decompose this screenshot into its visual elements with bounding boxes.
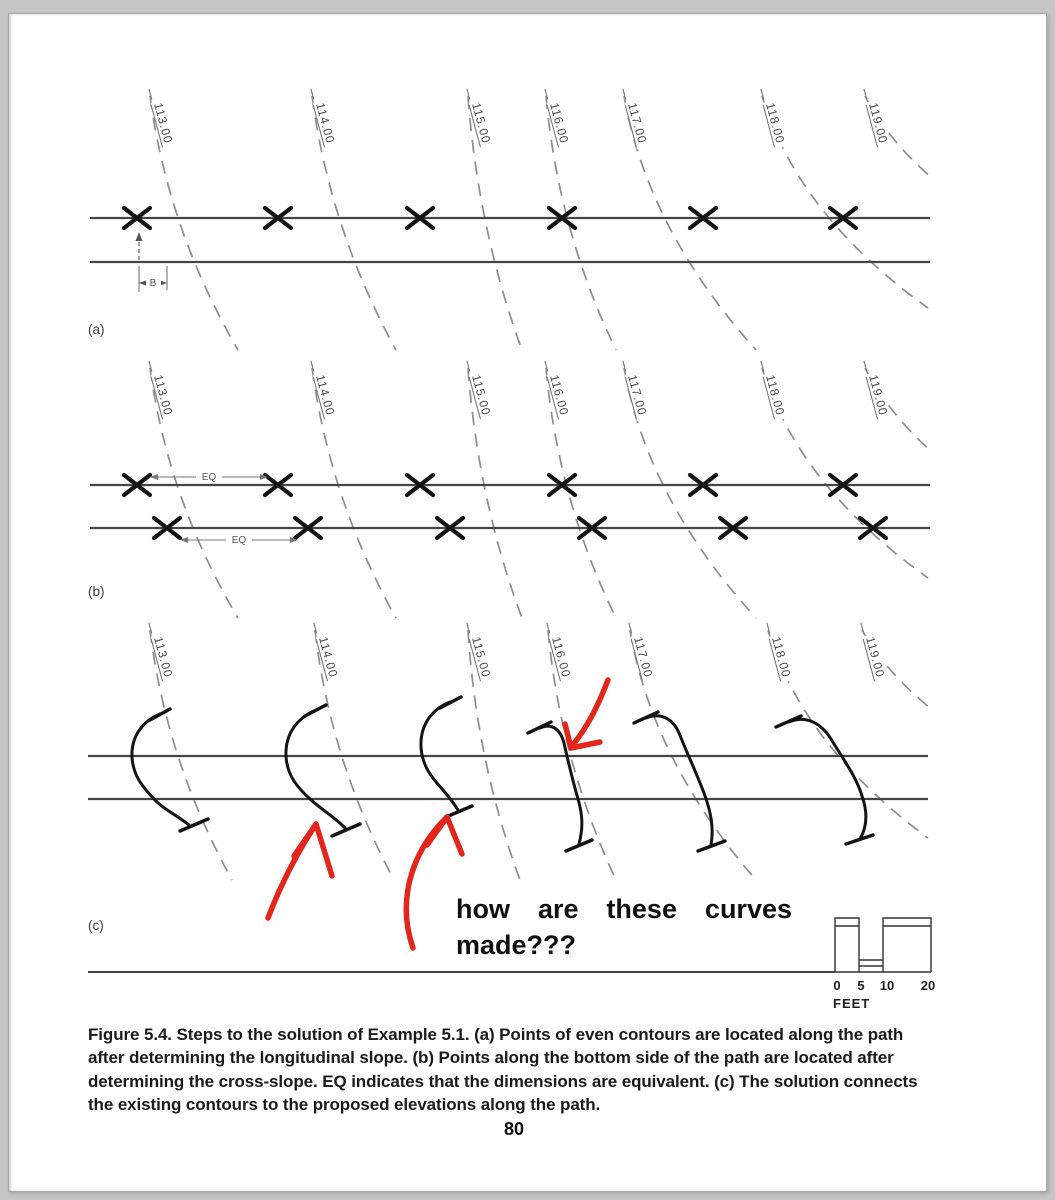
- contour-label: [543, 358, 573, 422]
- contour-label: [312, 620, 342, 684]
- contour-label: [147, 358, 177, 422]
- arrow-shaft: [572, 680, 608, 746]
- solution-curve: [776, 716, 873, 844]
- scale-unit-label: FEET: [833, 996, 871, 1011]
- contour-elevation-label: 116.00: [547, 101, 572, 146]
- figure-caption: Figure 5.4. Steps to the solution of Example 5.1. (a) Points of even contours are located along the path after determining the longitudinal slope. (b) Points along the bottom side of the path are located after determining the cross-slope. EQ indicates that the dimensions are equivalent. (c) The solution connects the existing contours to the proposed elevations along the path.: [88, 1025, 918, 1114]
- contour-label: [627, 620, 657, 684]
- contour-label: [759, 358, 789, 422]
- contour-line: [762, 96, 928, 308]
- contour-label: [621, 86, 651, 150]
- contour-elevation-label: 118.00: [763, 373, 788, 418]
- contour-elevation-label: 113.00: [151, 101, 176, 146]
- panel-a-letter: (a): [88, 322, 105, 337]
- red-arrow-up-2: [406, 817, 462, 948]
- contour-elevation-label: 114.00: [316, 635, 341, 680]
- curve-end-tick: [440, 697, 461, 708]
- contour-elevation-label: 114.00: [313, 101, 338, 146]
- solution-curve: [286, 705, 360, 836]
- scale-tick-0: 0: [833, 978, 841, 993]
- contour-label: [859, 620, 889, 684]
- contour-label: [545, 620, 575, 684]
- contour-elevation-label: 116.00: [547, 373, 572, 418]
- contour-label: [759, 86, 789, 150]
- scale-bar: [833, 918, 935, 1011]
- contour-label: [765, 620, 795, 684]
- page-number: 80: [503, 1119, 525, 1139]
- eq-label: EQ: [201, 472, 217, 483]
- curve-end-tick: [776, 716, 801, 727]
- arrow-head: [294, 824, 332, 876]
- contour-elevation-label: 116.00: [549, 635, 574, 680]
- contour-label: [465, 86, 495, 150]
- panel-a: [88, 86, 932, 350]
- contour-label: [147, 620, 177, 684]
- curve-end-tick: [332, 824, 360, 836]
- contour-line: [468, 96, 522, 350]
- contour-elevation-label: 119.00: [866, 373, 891, 418]
- contour-elevation-label: 119.00: [863, 635, 888, 680]
- solution-curve: [634, 712, 725, 851]
- contour-elevation-label: 115.00: [469, 635, 494, 680]
- contour-elevation-label: 119.00: [866, 101, 891, 146]
- contour-elevation-label: 115.00: [469, 373, 494, 418]
- arrow-head: [427, 817, 462, 854]
- contour-label: [309, 358, 339, 422]
- scale-tick-5: 5: [857, 978, 865, 993]
- question-line-1: how are these curves: [456, 894, 792, 924]
- eq-label: EQ: [231, 535, 247, 546]
- contour-label: [147, 86, 177, 150]
- curve-end-tick: [446, 806, 472, 817]
- scale-tick-10: 10: [879, 978, 895, 993]
- contour-elevation-label: 114.00: [313, 373, 338, 418]
- solution-curve: [528, 722, 592, 851]
- curve-end-tick: [305, 705, 326, 716]
- scale-tick-20: 20: [920, 978, 936, 993]
- contour-elevation-label: 118.00: [769, 635, 794, 680]
- red-arrow-down: [565, 680, 608, 748]
- contour-label: [543, 86, 573, 150]
- contour-elevation-label: 118.00: [763, 101, 788, 146]
- eq-dimension-top: [150, 470, 268, 483]
- contour-label: [465, 620, 495, 684]
- contour-elevation-label: 113.00: [151, 635, 176, 680]
- contour-elevation-label: 117.00: [625, 101, 650, 146]
- arrowhead-up: [136, 232, 143, 241]
- contour-elevation-label: 113.00: [151, 373, 176, 418]
- panel-c-letter: (c): [88, 918, 104, 933]
- contour-label: [862, 358, 892, 422]
- red-arrow-up-1: [268, 824, 332, 918]
- contour-line: [762, 368, 928, 578]
- arrow-shaft: [406, 817, 447, 948]
- dimension-b-label: B: [149, 278, 157, 289]
- handwritten-question: [456, 891, 792, 963]
- contour-label: [621, 358, 651, 422]
- eq-dimension-bottom: [180, 533, 298, 546]
- panel-b: [88, 358, 932, 618]
- contour-label: [309, 86, 339, 150]
- contour-line: [468, 368, 522, 618]
- contour-label: [465, 358, 495, 422]
- contour-label: [862, 86, 892, 150]
- question-line-2: made???: [456, 930, 577, 960]
- contour-elevation-label: 115.00: [469, 101, 494, 146]
- curve-end-tick: [846, 835, 873, 844]
- arrowhead-left: [139, 280, 147, 286]
- contour-elevation-label: 117.00: [625, 373, 650, 418]
- contour-elevation-label: 117.00: [631, 635, 656, 680]
- contour-line: [768, 630, 928, 838]
- panel-b-letter: (b): [88, 584, 105, 599]
